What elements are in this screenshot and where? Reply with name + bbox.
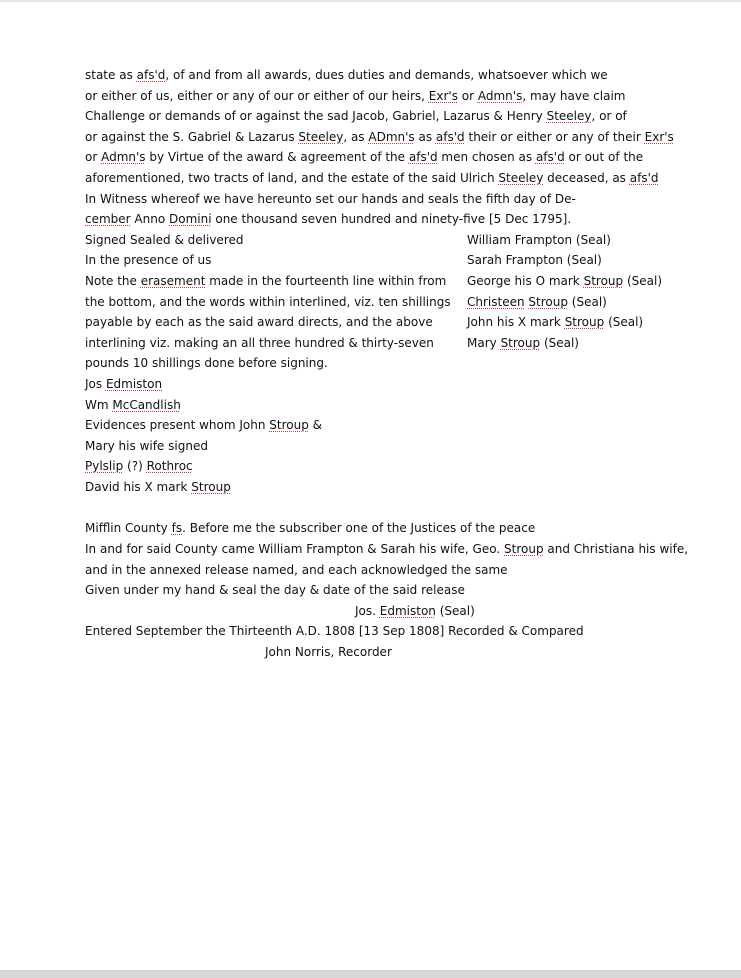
misspelled-word[interactable]: Stroup bbox=[504, 542, 544, 557]
misspelled-word[interactable]: Stroup bbox=[191, 479, 231, 494]
body-line: aforementioned, two tracts of land, and the estate of the said Ulrich Steeley deceased, as afs'd bbox=[85, 170, 659, 185]
body-line: Challenge or demands of or against the sad Jacob, Gabriel, Lazarus & Henry Steeley, or of bbox=[85, 109, 627, 124]
misspelled-word[interactable]: Christeen bbox=[467, 294, 525, 309]
witness-line: interlining viz. making an all three hundred & thirty-seven bbox=[85, 335, 434, 350]
misspelled-word[interactable]: Domini bbox=[169, 212, 212, 227]
misspelled-word[interactable]: Pylslip bbox=[85, 459, 124, 474]
misspelled-word[interactable]: Steeley bbox=[546, 109, 592, 124]
witness-line: the bottom, and the words within interlined, viz. ten shillings bbox=[85, 294, 451, 309]
top-border bbox=[0, 0, 741, 2]
body-line: or either of us, either or any of our or either of our heirs, Exr's or Admn's, may have claim bbox=[85, 88, 626, 103]
witness-line: pounds 10 shillings done before signing. bbox=[85, 356, 328, 371]
witness-line: payable by each as the said award directs, and the above bbox=[85, 315, 433, 330]
misspelled-word[interactable]: Steeley bbox=[498, 170, 544, 185]
witness-line: Jos Edmiston bbox=[85, 376, 163, 391]
acknowledgment-line: Given under my hand & seal the day & date of the said release bbox=[85, 583, 465, 598]
recorder-signature: John Norris, Recorder bbox=[265, 645, 392, 660]
misspelled-word[interactable]: afs'd bbox=[435, 129, 465, 144]
misspelled-word[interactable]: Stroup bbox=[269, 418, 309, 433]
misspelled-word[interactable]: fs bbox=[171, 521, 183, 536]
body-line: or Admn's by Virtue of the award & agreement of the afs'd men chosen as afs'd or out of the bbox=[85, 150, 644, 165]
misspelled-word[interactable]: afs'd bbox=[408, 150, 438, 165]
witness-line: Pylslip (?) Rothroc bbox=[85, 459, 193, 474]
document-page[interactable] bbox=[85, 65, 705, 663]
signatory-column bbox=[467, 230, 662, 354]
misspelled-word[interactable]: Exr's bbox=[644, 129, 674, 144]
signatory-line: John his X mark Stroup (Seal) bbox=[467, 315, 644, 330]
horizontal-scrollbar[interactable] bbox=[0, 970, 741, 978]
signatory-line: George his O mark Stroup (Seal) bbox=[467, 273, 663, 288]
misspelled-word[interactable]: afs'd bbox=[535, 150, 565, 165]
misspelled-word[interactable]: Stroup bbox=[500, 335, 541, 350]
misspelled-word[interactable]: Rothroc bbox=[146, 459, 193, 474]
body-line: state as afs'd, of and from all awards, dues duties and demands, whatsoever which we bbox=[85, 68, 608, 82]
body-line: In Witness whereof we have hereunto set our hands and seals the fifth day of De- bbox=[85, 191, 576, 206]
misspelled-word[interactable]: erasement bbox=[140, 273, 206, 288]
paragraph-gap bbox=[85, 497, 705, 518]
recording-line: Entered September the Thirteenth A.D. 1808 [13 Sep 1808] Recorded & Compared bbox=[85, 624, 584, 639]
witness-line: Wm McCandlish bbox=[85, 397, 181, 412]
misspelled-word[interactable]: Edmiston bbox=[105, 376, 163, 391]
misspelled-word[interactable]: Edmiston bbox=[379, 603, 436, 618]
acknowledgment-line: and in the annexed release named, and each acknowledged the same bbox=[85, 562, 508, 577]
signatory-line: Sarah Frampton (Seal) bbox=[467, 253, 602, 268]
misspelled-word[interactable]: Exr's bbox=[428, 88, 458, 103]
witness-line: David his X mark Stroup bbox=[85, 479, 231, 494]
witness-line: Signed Sealed & delivered bbox=[85, 232, 244, 247]
misspelled-word[interactable]: afs'd bbox=[136, 68, 166, 82]
signatory-line: Christeen Stroup (Seal) bbox=[467, 294, 607, 309]
misspelled-word[interactable]: Stroup bbox=[583, 273, 624, 288]
misspelled-word[interactable]: Stroup bbox=[528, 294, 568, 309]
misspelled-word[interactable]: McCandlish bbox=[112, 397, 181, 412]
witness-line: Mary his wife signed bbox=[85, 438, 208, 453]
body-line: or against the S. Gabriel & Lazarus Steeley, as ADmn's as afs'd their or either or any of their Exr's bbox=[85, 129, 674, 144]
misspelled-word[interactable]: Steeley bbox=[298, 129, 344, 144]
signatory-line: Mary Stroup (Seal) bbox=[467, 335, 579, 350]
witness-line: Note the erasement made in the fourteenth line within from bbox=[85, 273, 447, 288]
witness-line: Evidences present whom John Stroup & bbox=[85, 418, 323, 433]
signatory-line: William Frampton (Seal) bbox=[467, 232, 611, 247]
misspelled-word[interactable]: afs'd bbox=[629, 170, 659, 185]
misspelled-word[interactable]: Stroup bbox=[564, 315, 605, 330]
acknowledgment-line: Mifflin County fs. Before me the subscriber one of the Justices of the peace bbox=[85, 521, 536, 536]
misspelled-word[interactable]: Admn's bbox=[477, 88, 523, 103]
misspelled-word[interactable]: Admn's bbox=[101, 150, 146, 165]
misspelled-word[interactable]: ADmn's bbox=[368, 129, 415, 144]
justice-signature: Jos. Edmiston (Seal) bbox=[355, 603, 475, 618]
acknowledgment-line: In and for said County came William Frampton & Sarah his wife, Geo. Stroup and Christiana his wife, bbox=[85, 542, 689, 557]
misspelled-word[interactable]: cember bbox=[85, 212, 131, 227]
signature-block bbox=[85, 230, 705, 498]
body-line: cember Anno Domini one thousand seven hundred and ninety-five [5 Dec 1795]. bbox=[85, 212, 572, 227]
witness-line: In the presence of us bbox=[85, 253, 212, 268]
